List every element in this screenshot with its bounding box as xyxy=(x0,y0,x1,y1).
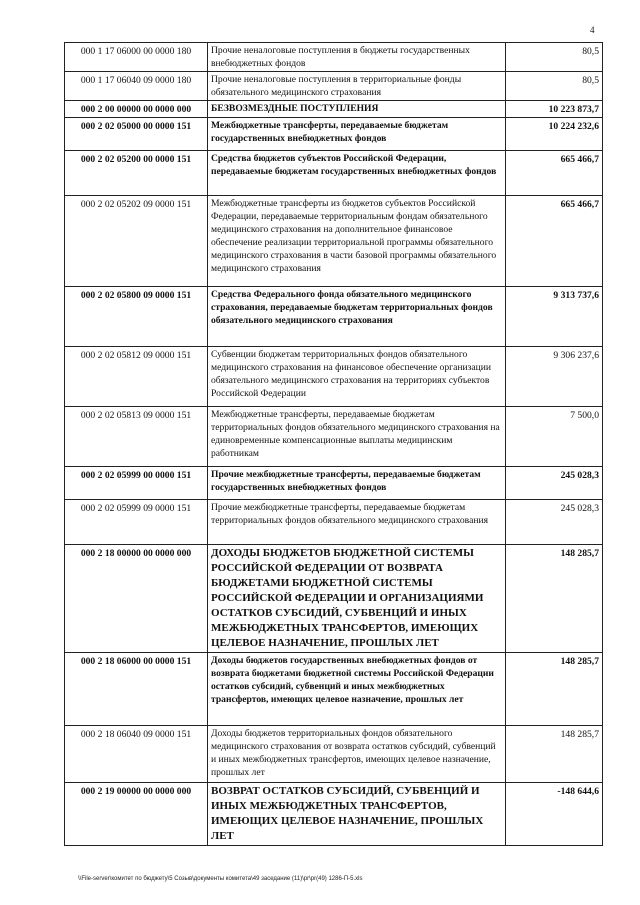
row-name: ДОХОДЫ БЮДЖЕТОВ БЮДЖЕТНОЙ СИСТЕМЫ РОССИЙСКОЙ ФЕДЕРАЦИИ ОТ ВОЗВРАТА БЮДЖЕТАМИ БЮДЖЕТНОЙ СИСТЕМЫ РОССИЙСКОЙ ФЕДЕРАЦИИ И ОРГАНИЗАЦИЯМИ ОСТАТКОВ СУБСИДИЙ, СУБВЕНЦИЙ И ИНЫХ МЕЖБЮДЖЕТНЫХ ТРАНСФЕРТОВ, ИМЕЮЩИХ ЦЕЛЕВОЕ НАЗНАЧЕНИЕ, ПРОШЛЫХ ЛЕТ xyxy=(208,545,506,653)
row-code: 000 2 02 05200 00 0000 151 xyxy=(65,151,208,196)
row-name: Доходы бюджетов территориальных фондов обязательного медицинского страхования от возврата остатков субсидий, субвенций и иных межбюджетных трансфертов, имеющих целевое назначение, прошлых лет xyxy=(208,726,506,783)
row-code: 000 2 02 05800 09 0000 151 xyxy=(65,287,208,347)
row-name: Средства Федерального фонда обязательного медицинского страхования, передаваемые бюджетам территориальных фондов обязательного медицинского страхования xyxy=(208,287,506,347)
footer-file-path: \\File-server\комитет по бюджету\5 Созыв\документы комитета\49 заседание (11)\pr\pr(49) 1286-П-5.xls xyxy=(78,876,363,882)
row-name: Межбюджетные трансферты из бюджетов субъектов Российской Федерации, передаваемые территориальным фондам обязательного медицинского страхования на дополнительное финансовое обеспечение реализации территориальной программы обязательного медицинского страхования в части базовой программы обязательного медицинского страхования xyxy=(208,196,506,287)
table-row xyxy=(65,118,603,151)
row-name: Межбюджетные трансферты, передаваемые бюджетам государственных внебюджетных фондов xyxy=(208,118,506,151)
row-amount: 245 028,3 xyxy=(506,500,603,545)
row-amount: 148 285,7 xyxy=(506,545,603,653)
row-code: 000 2 18 06000 00 0000 151 xyxy=(65,653,208,726)
table-row xyxy=(65,151,603,196)
row-name: Прочие неналоговые поступления в бюджеты государственных внебюджетных фондов xyxy=(208,43,506,72)
row-amount: 10 223 873,7 xyxy=(506,101,603,118)
row-code: 000 2 02 05000 00 0000 151 xyxy=(65,118,208,151)
row-code: 000 2 02 05813 09 0000 151 xyxy=(65,407,208,467)
row-amount: -148 644,6 xyxy=(506,783,603,846)
table-row xyxy=(65,500,603,545)
revenue-table xyxy=(64,42,603,846)
row-name: Прочие межбюджетные трансферты, передаваемые бюджетам территориальных фондов обязательного медицинского страхования xyxy=(208,500,506,545)
row-amount: 80,5 xyxy=(506,43,603,72)
row-code: 000 2 18 00000 00 0000 000 xyxy=(65,545,208,653)
row-amount: 148 285,7 xyxy=(506,726,603,783)
table-row xyxy=(65,467,603,500)
table-row xyxy=(65,101,603,118)
row-name: Доходы бюджетов государственных внебюджетных фондов от возврата бюджетами бюджетной системы Российской Федерации остатков субсидий, субвенций и иных межбюджетных трансфертов, имеющих целевое назначение, прошлых лет xyxy=(208,653,506,726)
table-row xyxy=(65,347,603,407)
row-code: 000 2 02 05999 09 0000 151 xyxy=(65,500,208,545)
table-row xyxy=(65,287,603,347)
table-row xyxy=(65,726,603,783)
table-row xyxy=(65,545,603,653)
row-name: Межбюджетные трансферты, передаваемые бюджетам территориальных фондов обязательного медицинского страхования на единовременные компенсационные выплаты медицинским работникам xyxy=(208,407,506,467)
row-name: Прочие неналоговые поступления в территориальные фонды обязательного медицинского страхования xyxy=(208,72,506,101)
row-amount: 9 306 237,6 xyxy=(506,347,603,407)
row-code: 000 1 17 06000 00 0000 180 xyxy=(65,43,208,72)
row-name: ВОЗВРАТ ОСТАТКОВ СУБСИДИЙ, СУБВЕНЦИЙ И ИНЫХ МЕЖБЮДЖЕТНЫХ ТРАНСФЕРТОВ, ИМЕЮЩИХ ЦЕЛЕВОЕ НАЗНАЧЕНИЕ, ПРОШЛЫХ ЛЕТ xyxy=(208,783,506,846)
row-amount: 148 285,7 xyxy=(506,653,603,726)
table-row xyxy=(65,653,603,726)
row-code: 000 2 02 05999 00 0000 151 xyxy=(65,467,208,500)
row-code: 000 2 02 05812 09 0000 151 xyxy=(65,347,208,407)
row-amount: 80,5 xyxy=(506,72,603,101)
row-code: 000 1 17 06040 09 0000 180 xyxy=(65,72,208,101)
row-name: Средства бюджетов субъектов Российской Федерации, передаваемые бюджетам государственных внебюджетных фондов xyxy=(208,151,506,196)
row-name: Субвенции бюджетам территориальных фондов обязательного медицинского страхования на финансовое обеспечение организации обязательного медицинского страхования на территориях субъектов Российской Федерации xyxy=(208,347,506,407)
row-amount: 7 500,0 xyxy=(506,407,603,467)
row-amount: 10 224 232,6 xyxy=(506,118,603,151)
table-row xyxy=(65,783,603,846)
row-code: 000 2 19 00000 00 0000 000 xyxy=(65,783,208,846)
row-code: 000 2 18 06040 09 0000 151 xyxy=(65,726,208,783)
row-name: БЕЗВОЗМЕЗДНЫЕ ПОСТУПЛЕНИЯ xyxy=(208,101,506,118)
row-amount: 665 466,7 xyxy=(506,196,603,287)
row-code: 000 2 02 05202 09 0000 151 xyxy=(65,196,208,287)
row-amount: 665 466,7 xyxy=(506,151,603,196)
table-row xyxy=(65,72,603,101)
page-number: 4 xyxy=(590,25,595,35)
row-amount: 245 028,3 xyxy=(506,467,603,500)
row-name: Прочие межбюджетные трансферты, передаваемые бюджетам государственных внебюджетных фондов xyxy=(208,467,506,500)
row-amount: 9 313 737,6 xyxy=(506,287,603,347)
table-row xyxy=(65,407,603,467)
table-row xyxy=(65,196,603,287)
row-code: 000 2 00 00000 00 0000 000 xyxy=(65,101,208,118)
table-row xyxy=(65,43,603,72)
